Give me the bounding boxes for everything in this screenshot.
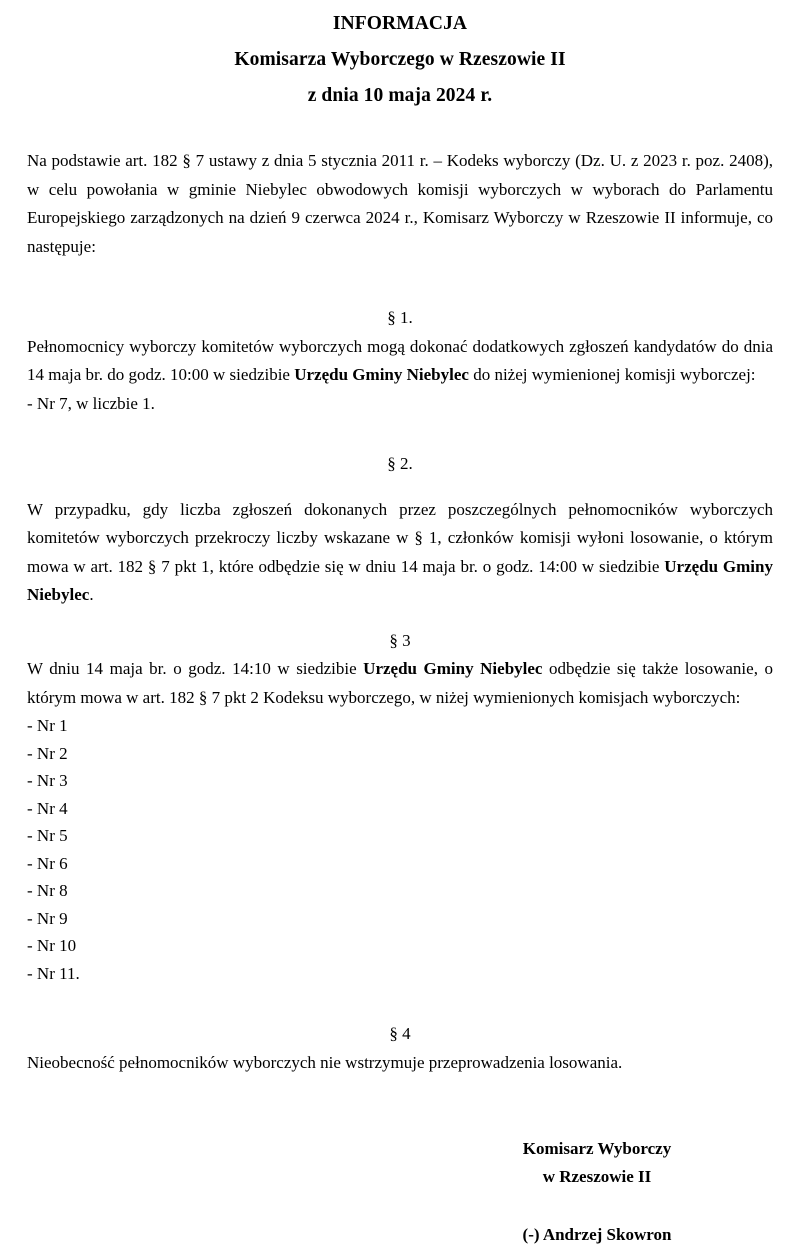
list-item: - Nr 3	[27, 771, 68, 790]
section-body-1	[27, 333, 773, 390]
section-heading-3: § 3	[389, 630, 411, 650]
section-3-commission-list	[27, 712, 773, 987]
preamble-paragraph	[27, 147, 773, 261]
section-2-text-b: .	[89, 585, 94, 604]
signature-role-line-1: Komisarz Wyborczy	[522, 1139, 672, 1158]
section-3-text-a: W dniu 14 maja br. o godz. 14:10 w siedzibie	[27, 659, 364, 678]
list-item: - Nr 2	[27, 743, 68, 763]
section-3-venue-bold: Urzędu Gminy Niebylec	[363, 659, 543, 678]
section-body-4	[27, 1049, 773, 1078]
list-item: - Nr 6	[27, 853, 68, 873]
section-1-venue-bold: Urzędu Gminy Niebylec	[294, 365, 469, 384]
section-3-text-b: odbędzie się także losowanie, o którym mowa w art. 182 § 7 pkt 2 Kodeksu wyborczego, w niżej wymienionych komisjach wyborczych:	[27, 659, 773, 707]
spacer-after-preamble	[27, 261, 773, 294]
section-1-text-a: Pełnomocnicy wyborczy komitetów wyborczych mogą dokonać dodatkowych zgłoszeń kandydatów do dnia 14 maja br. do godz. 10:00 w siedzibie	[27, 336, 773, 384]
spacer-after-section-3	[27, 987, 773, 1020]
signature-name: (-) Andrzej Skowron	[522, 1225, 672, 1244]
section-heading-2: § 2.	[387, 454, 413, 473]
preamble-text: Na podstawie art. 182 § 7 ustawy z dnia 5 stycznia 2011 r. – Kodeks wyborczy (Dz. U. z 2023 r. poz. 2408), w celu powołania w gminie Niebylec obwodowych komisji wyborczych w wyborach do Parlamentu Europejskiego zarządzonych na dzień 9 czerwca 2024 r., Komisarz Wyborczy w Rzeszowie II informuje, co następuje:	[27, 151, 773, 256]
list-item: - Nr 1	[27, 716, 68, 735]
section-1-text-b: do niżej wymienionej komisji wyborczej:	[468, 365, 756, 384]
list-item: - Nr 5	[27, 826, 68, 845]
spacer-after-preamble-2	[27, 294, 773, 304]
signature-block	[427, 1135, 767, 1249]
section-heading-4: § 4	[389, 1024, 411, 1043]
list-item: - Nr 7, w liczbie 1.	[27, 393, 155, 413]
signature-spacer	[427, 1191, 767, 1221]
list-item: - Nr 10	[27, 936, 77, 955]
list-item: - Nr 11.	[27, 963, 80, 983]
title-subline-authority: Komisarza Wyborczego w Rzeszowie II	[234, 49, 566, 70]
spacer-after-section-2	[27, 610, 773, 627]
section-4-text: Nieobecność pełnomocników wyborczych nie wstrzymuje przeprowadzenia losowania.	[27, 1052, 623, 1072]
section-heading-1: § 1.	[387, 308, 413, 327]
list-item: - Nr 8	[27, 881, 68, 900]
list-item: - Nr 4	[27, 798, 68, 818]
signature-role-line-2: w Rzeszowie II	[542, 1167, 652, 1186]
section-1-commission-list	[27, 390, 773, 418]
document-content	[27, 0, 773, 1249]
section-body-2	[27, 496, 773, 610]
list-item: - Nr 9	[27, 908, 68, 928]
section-2-venue-bold: Urzędu Gminy Niebylec	[27, 556, 773, 604]
spacer-after-title	[27, 114, 773, 147]
section-body-3	[27, 655, 773, 712]
spacer-after-section-1	[27, 417, 773, 450]
title-subline-date: z dnia 10 maja 2024 r.	[307, 85, 493, 106]
document-title-block	[27, 0, 773, 114]
section-2-text-a: W przypadku, gdy liczba zgłoszeń dokonanych przez poszczególnych pełnomocników wyborczych komitetów wyborczych przekroczy liczby wskazane w § 1, członków komisji wyłoni losowanie, o którym mowa w art. 182 § 7 pkt 1, które odbędzie się w dniu 14 maja br. o godz. 14:00 w siedzibie	[27, 499, 773, 576]
spacer-section-2-heading	[27, 479, 773, 496]
page-title: INFORMACJA	[332, 13, 468, 34]
